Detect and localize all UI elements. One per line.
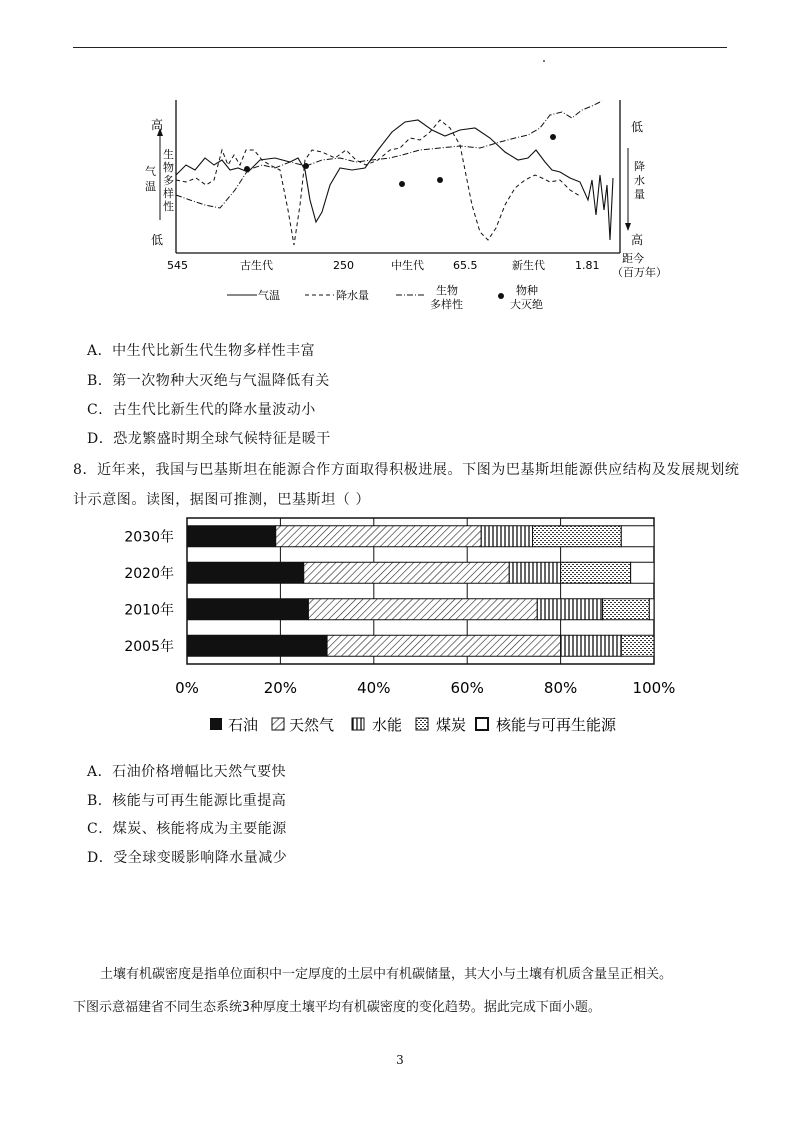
q8-option-a: A．石油价格增幅比天然气要快 <box>87 764 287 780</box>
x-tick-label: 80% <box>543 679 578 697</box>
legend-renewable-swatch <box>476 718 488 730</box>
x-tick-250: 250 <box>333 259 354 272</box>
legend-ext-label-2: 大灭绝 <box>510 298 543 311</box>
bar-segment-renewable <box>649 599 654 620</box>
q7-option-b: B．第一次物种大灭绝与气温降低有关 <box>87 373 330 389</box>
page-number: 3 <box>396 1053 404 1067</box>
left-axis-bio-5: 性 <box>163 200 174 213</box>
climate-biodiversity-figure <box>140 92 680 317</box>
bar-segment-gas <box>304 562 509 583</box>
left-axis-temp-2: 温 <box>145 180 156 193</box>
legend-precip-label: 降水量 <box>336 289 369 302</box>
legend-temp-label: 气温 <box>258 289 280 302</box>
x-tick-65-5: 65.5 <box>453 259 478 272</box>
header-rule <box>73 47 727 48</box>
right-axis-bottom: 高 <box>631 233 644 247</box>
extinction-dot <box>550 134 556 140</box>
bar-segment-hydro <box>509 562 560 583</box>
dot-mark <box>543 60 545 62</box>
category-label: 2030年 <box>124 529 174 546</box>
extinction-dot <box>244 166 250 172</box>
legend-oil-swatch <box>210 718 222 730</box>
bar-segment-oil <box>187 599 308 620</box>
bar-segment-oil <box>187 562 304 583</box>
left-axis-temp-1: 气 <box>145 165 156 178</box>
passage-line1: 土壤有机碳密度是指单位面积中一定厚度的土层中有机碳储量，其大小与土壤有机质含量呈正相关。 <box>100 967 673 982</box>
legend-renewable-label: 核能与可再生能源 <box>496 716 617 734</box>
left-axis-top: 高 <box>151 118 164 132</box>
category-label: 2005年 <box>124 638 174 655</box>
left-axis-bio-2: 物 <box>163 161 174 174</box>
x-tick-545: 545 <box>167 259 188 272</box>
bar-segment-hydro <box>537 599 602 620</box>
x-tick-label: 40% <box>357 679 391 697</box>
bar-segment-oil <box>187 526 276 547</box>
bar-segment-hydro <box>561 635 622 656</box>
q8-stem-line1: 8．近年来，我国与巴基斯坦在能源合作方面取得积极进展。下图为巴基斯坦能源供应结构及发展规划统 <box>73 462 740 478</box>
legend-ext-label-1: 物种 <box>516 284 538 297</box>
legend-hydro-label: 水能 <box>372 716 403 734</box>
energy-structure-chart <box>120 512 680 742</box>
extinction-dot <box>437 177 443 183</box>
q7-option-d: D．恐龙繁盛时期全球气候特征是暖干 <box>87 431 331 447</box>
category-label: 2020年 <box>124 565 174 582</box>
x-tick-1-81: 1.81 <box>575 259 600 272</box>
bar-segment-coal <box>561 562 631 583</box>
x-tick-label: 20% <box>263 679 298 697</box>
left-axis-bio-3: 多 <box>163 174 174 187</box>
right-axis-top: 低 <box>631 120 644 134</box>
bar-segment-oil <box>187 635 327 656</box>
legend-gas-swatch <box>272 718 284 730</box>
legend-oil-label: 石油 <box>228 716 259 734</box>
left-axis-bio-4: 样 <box>163 187 174 200</box>
q7-option-c: C．古生代比新生代的降水量波动小 <box>87 402 316 418</box>
x-tick-label: 100% <box>632 679 676 697</box>
legend-bio-label-2: 多样性 <box>430 298 463 311</box>
right-axis-label-1: 降 <box>634 160 645 173</box>
bar-segment-renewable <box>621 526 654 547</box>
precipitation-line <box>176 120 580 245</box>
legend-hydro-swatch <box>352 718 364 730</box>
bar-segment-renewable <box>631 562 654 583</box>
q8-option-c: C．煤炭、核能将成为主要能源 <box>87 821 287 837</box>
q8-option-d: D．受全球变暖影响降水量减少 <box>87 850 288 866</box>
bar-segment-coal <box>603 599 650 620</box>
bar-segment-gas <box>308 599 537 620</box>
x-tick-mesozoic: 中生代 <box>391 259 424 272</box>
left-axis-bio-1: 生 <box>163 148 174 161</box>
bar-segment-coal <box>621 635 654 656</box>
bar-segment-coal <box>533 526 622 547</box>
legend-coal-label: 煤炭 <box>436 716 467 734</box>
legend-gas-label: 天然气 <box>289 716 335 734</box>
x-unit-line2: （百万年） <box>612 266 667 279</box>
bar-segment-gas <box>327 635 560 656</box>
legend-bio-label-1: 生物 <box>436 284 458 297</box>
right-axis-label-3: 量 <box>634 188 645 201</box>
x-tick-cenozoic: 新生代 <box>512 259 545 272</box>
right-axis-arrow-icon <box>625 223 631 231</box>
extinction-dot <box>303 163 309 169</box>
q8-option-b: B．核能与可再生能源比重提高 <box>87 793 287 809</box>
extinction-dot <box>399 181 405 187</box>
bar-segment-gas <box>276 526 481 547</box>
legend-extinction-dot <box>498 293 504 299</box>
q7-option-a: A．中生代比新生代生物多样性丰富 <box>87 343 316 359</box>
x-tick-label: 0% <box>175 679 199 697</box>
legend-coal-swatch <box>416 718 428 730</box>
biodiversity-line <box>176 101 602 208</box>
x-tick-paleozoic: 古生代 <box>240 259 273 272</box>
left-axis-bottom: 低 <box>151 233 164 247</box>
bar-segment-hydro <box>481 526 532 547</box>
x-tick-label: 60% <box>450 679 484 697</box>
q8-stem-line2: 计示意图。读图，据图可推测，巴基斯坦（ ） <box>73 492 371 508</box>
right-axis-label-2: 水 <box>634 174 645 187</box>
passage-line2: 下图示意福建省不同生态系统3种厚度土壤平均有机碳密度的变化趋势。据此完成下面小题。 <box>73 1000 601 1015</box>
category-label: 2010年 <box>124 602 174 619</box>
x-unit-line1: 距今 <box>622 252 644 265</box>
passage <box>73 958 733 1024</box>
